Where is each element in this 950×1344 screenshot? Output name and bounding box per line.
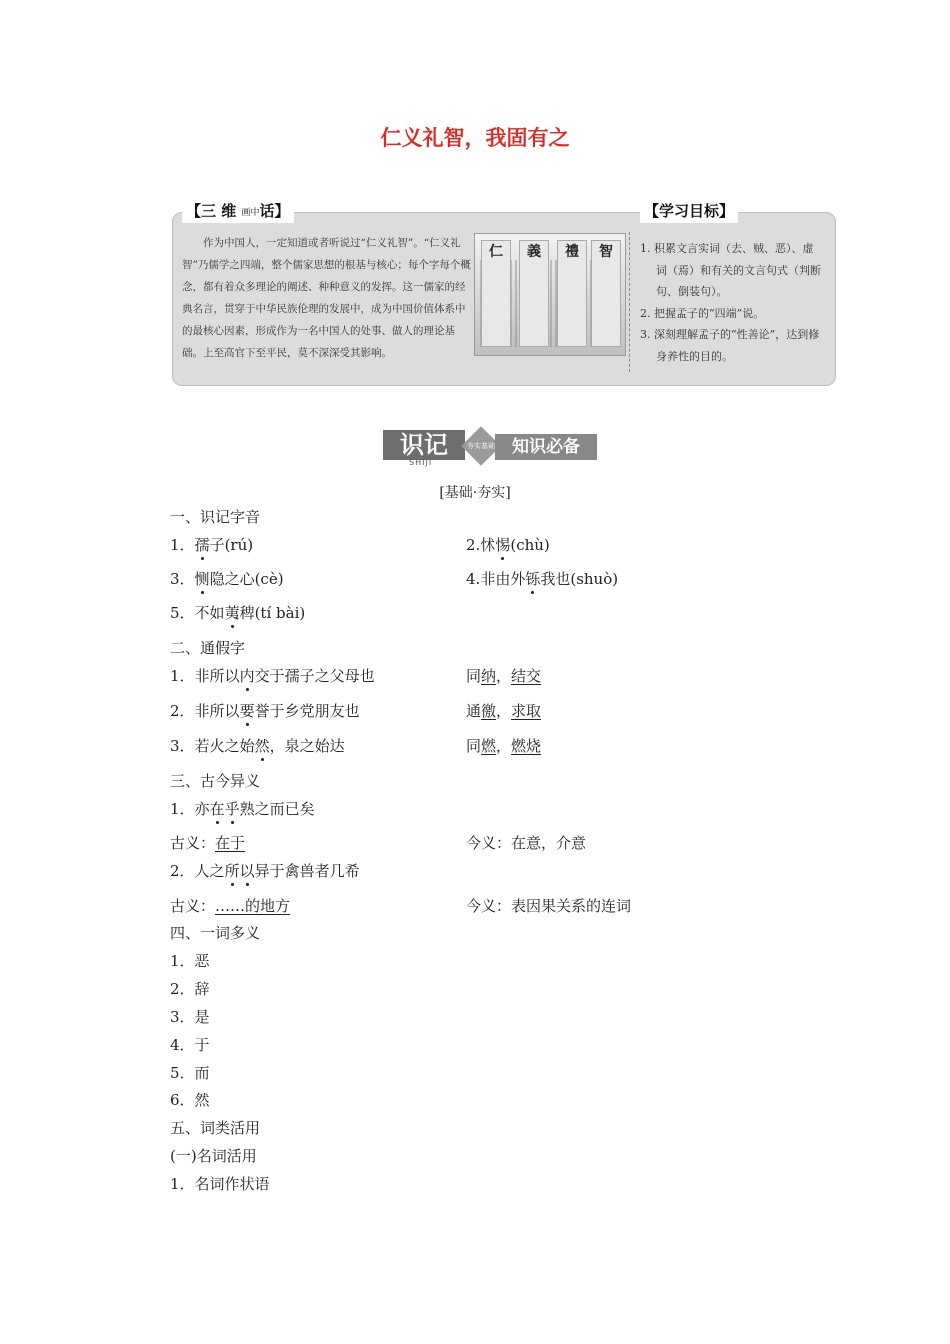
- polysemy-item: 3．是: [170, 1008, 210, 1026]
- pronunciation-item: 3．恻隐之心(cè): [170, 570, 284, 588]
- section-heading: 三、古今异义: [170, 772, 261, 790]
- gujin-sentence: 1．亦在乎熟之而已矣: [170, 800, 315, 818]
- polysemy-item: 4．于: [170, 1036, 210, 1054]
- section-heading: 四、一词多义: [170, 924, 261, 942]
- intro-tag-main: 三 维: [201, 202, 237, 220]
- modern-meaning: 今义：在意，介意: [466, 834, 587, 852]
- calligraphy-image: [474, 233, 626, 356]
- section-heading: 五、词类活用: [170, 1119, 261, 1137]
- panel-divider: [629, 232, 630, 372]
- intro-tag-small: 画中: [241, 208, 260, 218]
- subheading: [基础·夯实]: [439, 485, 511, 501]
- intro-paragraph: 作为中国人，一定知道或者听说过“仁义礼智”。“仁义礼智”乃儒学之四端，整个儒家思想的根基与核心；每个字每个概念，都有着众多理论的阐述、种种意义的发挥。这一儒家的经典名言，贯穿于中华民族伦理的发展中，成为中国价值体系中的最核心因素，形成作为一名中国人的处事、做人的理论基础。上至高官下至平民，莫不深深受其影响。: [182, 237, 471, 359]
- tongjia-answer: 通徼，求取: [466, 702, 542, 720]
- scroll-zhi: 智: [591, 240, 621, 347]
- banner-diamond-text: 夯实基础: [467, 442, 495, 450]
- goal-item: 2. 把握孟子的“四端”说。: [640, 306, 765, 320]
- scroll-li: 禮: [557, 240, 587, 347]
- tongjia-sentence: 1．非所以内交于孺子之父母也: [170, 667, 375, 685]
- pronunciation-item: 2.怵惕(chù): [466, 536, 550, 554]
- banner-left: 识记: [383, 430, 465, 460]
- banner-right: 知识必备: [495, 434, 597, 460]
- goals-tag-label: 学习目标: [659, 202, 720, 220]
- tongjia-sentence: 2．非所以要誉于乡党朋友也: [170, 702, 360, 720]
- polysemy-item: 1．恶: [170, 952, 210, 970]
- subsection-heading: (一)名词活用: [170, 1147, 257, 1165]
- polysemy-item: 2．辞: [170, 980, 210, 998]
- pronunciation-item: 5．不如荑稗(tí bài): [170, 604, 306, 622]
- goal-item: 3. 深刻理解孟子的“性善论”，达到修身养性的目的。: [640, 328, 820, 363]
- polysemy-item: 6．然: [170, 1091, 210, 1109]
- goal-item: 1. 积累文言实词（去、贼、恶）、虚词（焉）和有关的文言句式（判断句、倒装句）。: [640, 242, 821, 298]
- intro-tag-end: 话: [259, 202, 275, 220]
- gujin-sentence: 2．人之所以异于禽兽者几希: [170, 862, 360, 880]
- intro-tag: 【三 维 画中话】: [182, 198, 294, 223]
- goals-tag: 【学习目标】: [640, 198, 738, 223]
- pronunciation-item: 4.非由外铄我也(shuò): [466, 570, 619, 588]
- section-heading: 一、识记字音: [170, 508, 261, 526]
- scroll-yi: 義: [519, 240, 549, 347]
- ancient-meaning: 古义：……的地方: [170, 897, 291, 915]
- pronunciation-item: 1．孺子(rú): [170, 536, 254, 554]
- tongjia-sentence: 3．若火之始然，泉之始达: [170, 737, 345, 755]
- list-item: 1．名词作状语: [170, 1175, 270, 1193]
- section-banner: [383, 428, 599, 468]
- tongjia-answer: 同燃，燃烧: [466, 737, 542, 755]
- learning-goals: [640, 238, 822, 367]
- polysemy-item: 5．而: [170, 1064, 210, 1082]
- section-heading: 二、通假字: [170, 639, 246, 657]
- ancient-meaning: 古义：在于: [170, 834, 246, 852]
- page-title: 仁义礼智，我固有之: [380, 126, 570, 150]
- scroll-ren: 仁: [481, 240, 511, 347]
- modern-meaning: 今义：表因果关系的连词: [466, 897, 632, 915]
- banner-pinyin: SHIJI: [409, 458, 433, 467]
- tongjia-answer: 同纳，结交: [466, 667, 542, 685]
